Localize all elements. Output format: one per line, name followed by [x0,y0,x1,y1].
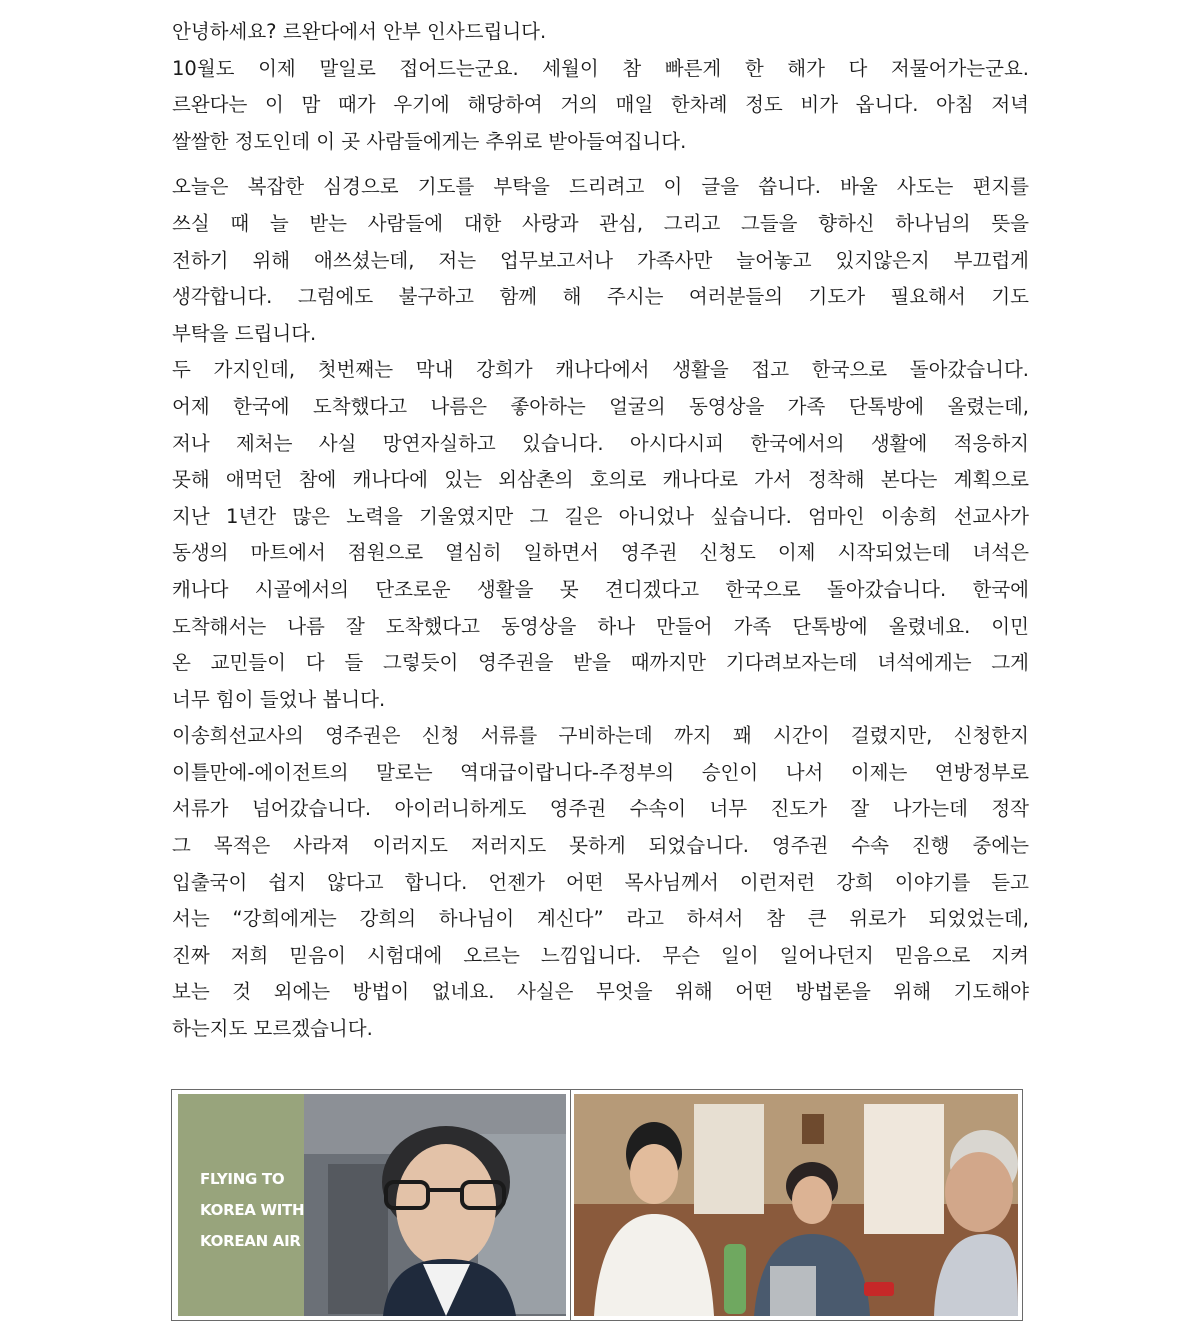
caption-line: KOREAN AIR [200,1232,301,1250]
photo-divider [570,1090,571,1320]
family-dinner-illustration [574,1094,1018,1316]
text-line: 서는 “강희에게는 강희의 하나님이 계신다” 라고 하셔서 참 큰 위로가 되었었는데, [172,907,1029,931]
text-line: 전하기 위해 애쓰셨는데, 저는 업무보고서나 가족사만 늘어놓고 있지않은지 부끄럽게 [172,248,1029,272]
caption-line: KOREA WITH [200,1201,305,1219]
text-line: 입출국이 쉽지 않다고 합니다. 언젠가 어떤 목사님께서 이런저런 강희 이야기를 듣고 [172,870,1029,894]
text-line: 보는 것 외에는 방법이 없네요. 사실은 무엇을 위해 어떤 방법론을 위해 기도해야 [172,980,1029,1004]
text-line: 이송희선교사의 영주권은 신청 서류를 구비하는데 까지 꽤 시간이 걸렸지만, 신청한지 [172,724,1029,748]
paragraph-4 [172,718,1029,1047]
text-line: 지난 1년간 많은 노력을 기울였지만 그 길은 아니었나 싶습니다. 엄마인 이송희 선교사가 [172,504,1029,528]
text-line: 10월도 이제 말일로 접어드는군요. 세월이 참 빠른게 한 해가 다 저물어가는군요. [172,56,1029,80]
photo-flying-to-korea [178,1094,566,1316]
letter-body [172,14,1029,1048]
text-line: 르완다는 이 맘 때가 우기에 해당하여 거의 매일 한차례 정도 비가 옵니다. 아침 저녁 [172,93,1029,117]
text-line: 하는지도 모르겠습니다. [172,1017,373,1041]
text-line: 동생의 마트에서 점원으로 열심히 일하면서 영주권 신청도 이제 시작되었는데 녀석은 [172,541,1029,565]
text-line: 쓰실 때 늘 받는 사람들에 대한 사랑과 관심, 그리고 그들을 향하신 하나님의 뜻을 [172,211,1029,235]
text-line: 이틀만에-에이전트의 말로는 역대급이랍니다-주정부의 승인이 나서 이제는 연방정부로 [172,760,1029,784]
text-line: 진짜 저희 믿음이 시험대에 오르는 느낌입니다. 무슨 일이 일어나던지 믿음으로 지켜 [172,943,1029,967]
text-line: 너무 힘이 들었나 봅니다. [172,687,386,711]
text-line: 캐나다 시골에서의 단조로운 생활을 못 견디겠다고 한국으로 돌아갔습니다. 한국에 [172,577,1029,601]
text-line: 서류가 넘어갔습니다. 아이러니하게도 영주권 수속이 너무 진도가 잘 나가는데 정작 [172,797,1029,821]
paragraph-2 [172,169,1029,352]
text-line: 저나 제처는 사실 망연자실하고 있습니다. 아시다시피 한국에서의 생활에 적응하지 [172,431,1029,455]
text-line: 부탁을 드립니다. [172,321,317,345]
text-line: 두 가지인데, 첫번째는 막내 강희가 캐나다에서 생활을 접고 한국으로 돌아갔습니다. [172,358,1029,382]
photo-family-restaurant [574,1094,1018,1316]
paragraph-3 [172,352,1029,718]
paragraph-1 [172,14,1029,160]
text-line: 쌀쌀한 정도인데 이 곳 사람들에게는 추위로 받아들여집니다. [172,129,687,153]
photo-caption [200,1164,305,1257]
text-line: 오늘은 복잡한 심경으로 기도를 부탁을 드리려고 이 글을 씁니다. 바울 사도는 편지를 [172,175,1029,199]
text-line: 생각합니다. 그럼에도 불구하고 함께 해 주시는 여러분들의 기도가 필요해서 기도 [172,285,1029,309]
photo-strip [171,1089,1023,1321]
text-line: 어제 한국에 도착했다고 나름은 좋아하는 얼굴의 동영상을 가족 단톡방에 올렸는데, [172,394,1029,418]
text-line: 온 교민들이 다 들 그렇듯이 영주권을 받을 때까지만 기다려보자는데 녀석에게는 그게 [172,651,1029,675]
text-line: 그 목적은 사라져 이러지도 저러지도 못하게 되었습니다. 영주권 수속 진행 중에는 [172,834,1029,858]
text-line: 도착해서는 나름 잘 도착했다고 동영상을 하나 만들어 가족 단톡방에 올렸네요. 이민 [172,614,1029,638]
paragraph-gap [172,160,1029,169]
caption-line: FLYING TO [200,1170,285,1188]
text-line: 못해 애먹던 참에 캐나다에 있는 외삼촌의 호의로 캐나다로 가서 정착해 본다는 계획으로 [172,468,1029,492]
text-line: 안녕하세요? 르완다에서 안부 인사드립니다. [172,20,547,43]
